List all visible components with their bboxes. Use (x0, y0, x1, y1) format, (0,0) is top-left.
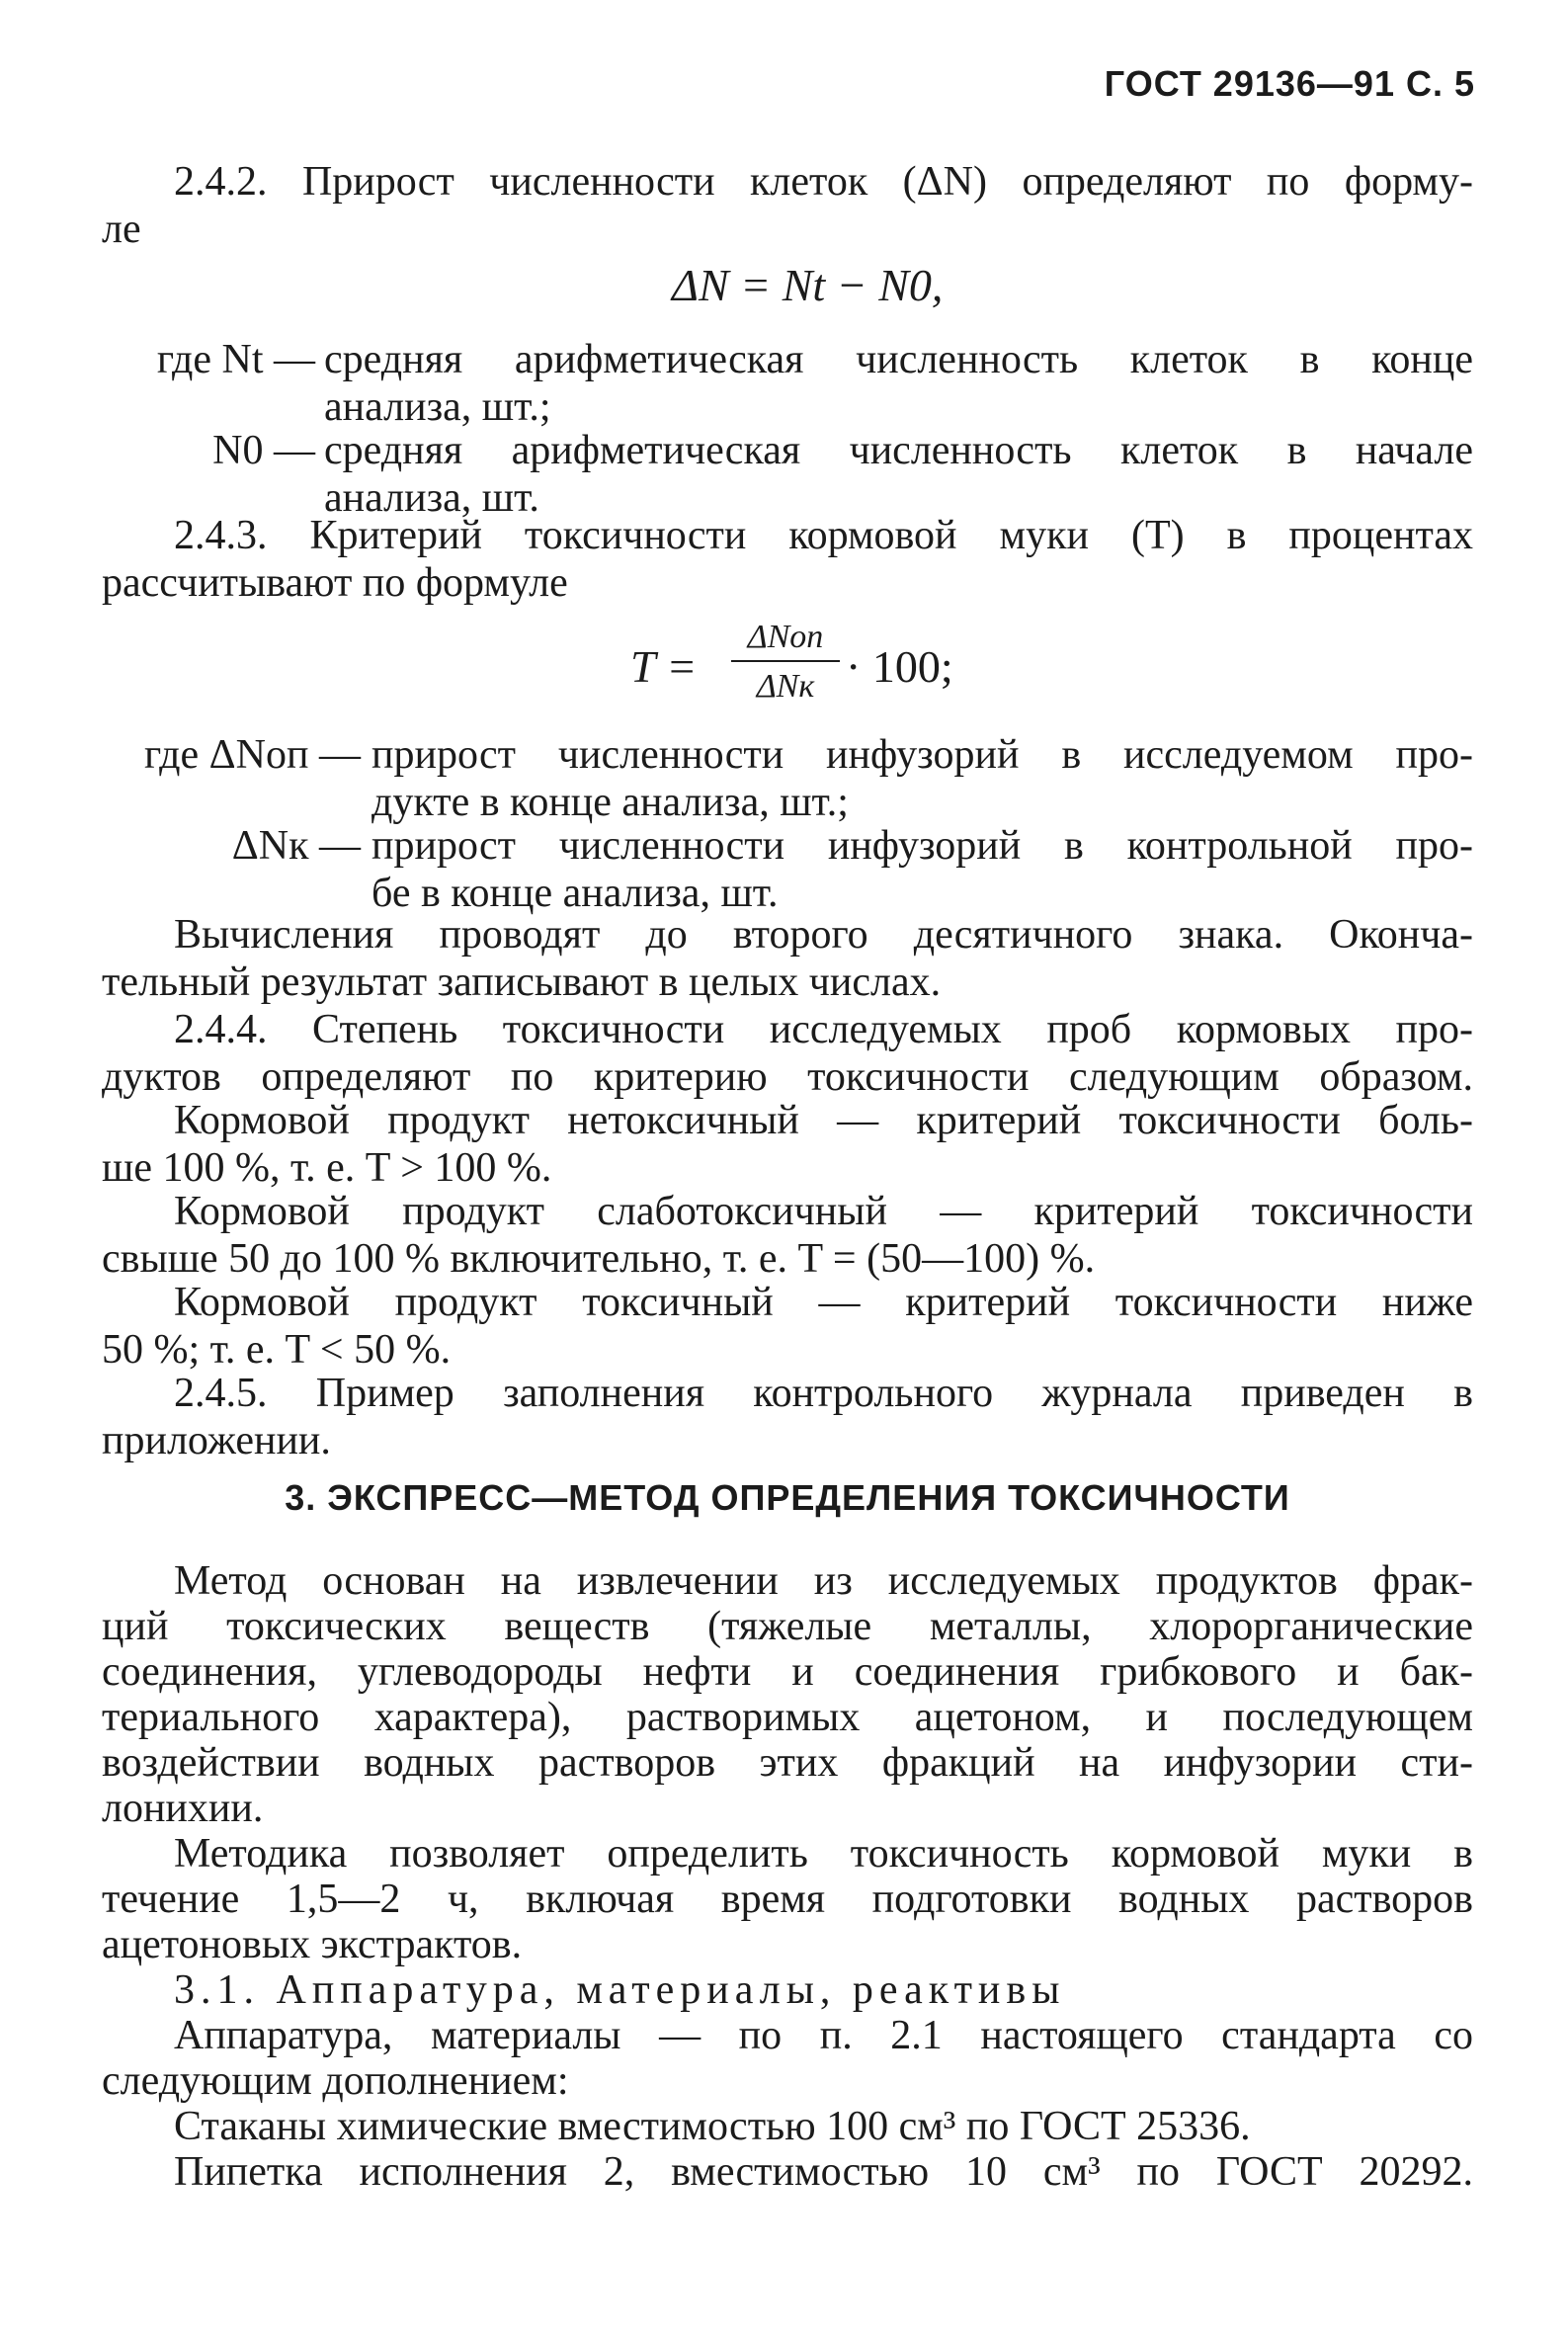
p244-line2: дуктов определяют по критерию токсичности следующим образом. (102, 1054, 1473, 1100)
p244-nontoxic-line1: Кормовой продукт нетоксичный — критерий токсичности боль- (174, 1098, 1473, 1143)
p245-line2: приложении. (102, 1418, 331, 1463)
p245-line1: 2.4.5. Пример заполнения контрольного журнала приведен в (174, 1371, 1473, 1416)
p242-def1-term: где Nt — (156, 337, 315, 382)
s3-intro-line3: соединения, углеводороды нефти и соединения грибкового и бак- (102, 1649, 1473, 1695)
p243-line1: 2.4.3. Критерий токсичности кормовой муки (T) в процентах (174, 513, 1473, 558)
s31-title: 3.1. Аппаратура, материалы, реактивы (174, 1967, 1066, 2013)
p244-weak-line2: свыше 50 до 100 % включительно, т. е. T = (50—100) %. (102, 1236, 1096, 1282)
formula-numerator: ΔNоп (731, 619, 840, 662)
p243-def1-line2: дукте в конце анализа, шт.; (371, 780, 849, 825)
p242-def2-term: N0 — (212, 428, 315, 473)
s3-method-line3: ацетоновых экстрактов. (102, 1922, 523, 1967)
formula-denominator: ΔNк (756, 668, 815, 705)
p244-weak-line1: Кормовой продукт слаботоксичный — критерий токсичности (174, 1189, 1473, 1234)
s3-intro-line4: териального характера), растворимых ацетоном, и последующем (102, 1695, 1473, 1740)
p244-nontoxic-line2: ше 100 %, т. е. T > 100 %. (102, 1145, 552, 1191)
s3-intro-line5: воздействии водных растворов этих фракций на инфузории сти- (102, 1740, 1473, 1786)
p243-def2-line2: бе в конце анализа, шт. (371, 871, 779, 916)
p243-def2-term: ΔNк — (231, 823, 361, 869)
p243-calc-line2: тельный результат записывают в целых числах. (102, 960, 942, 1005)
p242-def2-line1: средняя арифметическая численность клеток в начале (324, 428, 1473, 473)
p244-line1: 2.4.4. Степень токсичности исследуемых проб кормовых про- (174, 1007, 1473, 1052)
s31-item1: Стаканы химические вместимостью 100 см³ по ГОСТ 25336. (174, 2104, 1251, 2149)
section3-title: 3. ЭКСПРЕСС—МЕТОД ОПРЕДЕЛЕНИЯ ТОКСИЧНОСТИ (285, 1477, 1290, 1518)
formula-rhs: · 100; (846, 641, 953, 692)
p243-line2: рассчитывают по формуле (102, 560, 568, 606)
p242-def1-line1: средняя арифметическая численность клеток в конце (324, 337, 1473, 382)
p243-def1-line1: прирост численности инфузорий в исследуемом про- (371, 732, 1473, 778)
standard-reference: ГОСТ 29136—91 С. 5 (1104, 63, 1475, 104)
s3-intro-line2: ций токсических веществ (тяжелые металлы, хлорорганические (102, 1604, 1473, 1649)
s3-method-line1: Методика позволяет определить токсичность кормовой муки в (174, 1831, 1473, 1877)
p242-line2: ле (102, 207, 141, 252)
s3-intro-line1: Метод основан на извлечении из исследуемых продуктов фрак- (174, 1558, 1473, 1604)
formula-delta-n: ΔN = Nt − N0, (672, 260, 944, 310)
s31-line2: следующим дополнением: (102, 2058, 569, 2104)
s31-line1: Аппаратура, материалы — по п. 2.1 настоящего стандарта со (174, 2013, 1473, 2058)
p244-toxic-line2: 50 %; т. е. T < 50 %. (102, 1327, 452, 1373)
s31-item2: Пипетка исполнения 2, вместимостью 10 см³ по ГОСТ 20292. (174, 2149, 1473, 2195)
p244-toxic-line1: Кормовой продукт токсичный — критерий токсичности ниже (174, 1280, 1473, 1325)
p242-line1: 2.4.2. Прирост численности клеток (ΔN) определяют по форму- (174, 159, 1473, 205)
p242-def2-line2: анализа, шт. (324, 475, 539, 521)
p243-def1-term: где ΔNоп — (144, 732, 361, 778)
p243-calc-line1: Вычисления проводят до второго десятичного знака. Оконча- (174, 912, 1473, 958)
s3-method-line2: течение 1,5—2 ч, включая время подготовки водных растворов (102, 1877, 1473, 1922)
p243-def2-line1: прирост численности инфузорий в контрольной про- (371, 823, 1473, 869)
formula-lhs: T = (630, 641, 698, 692)
p242-def1-line2: анализа, шт.; (324, 384, 551, 430)
s3-intro-line6: лонихии. (102, 1786, 264, 1831)
formula-fraction (731, 619, 840, 706)
